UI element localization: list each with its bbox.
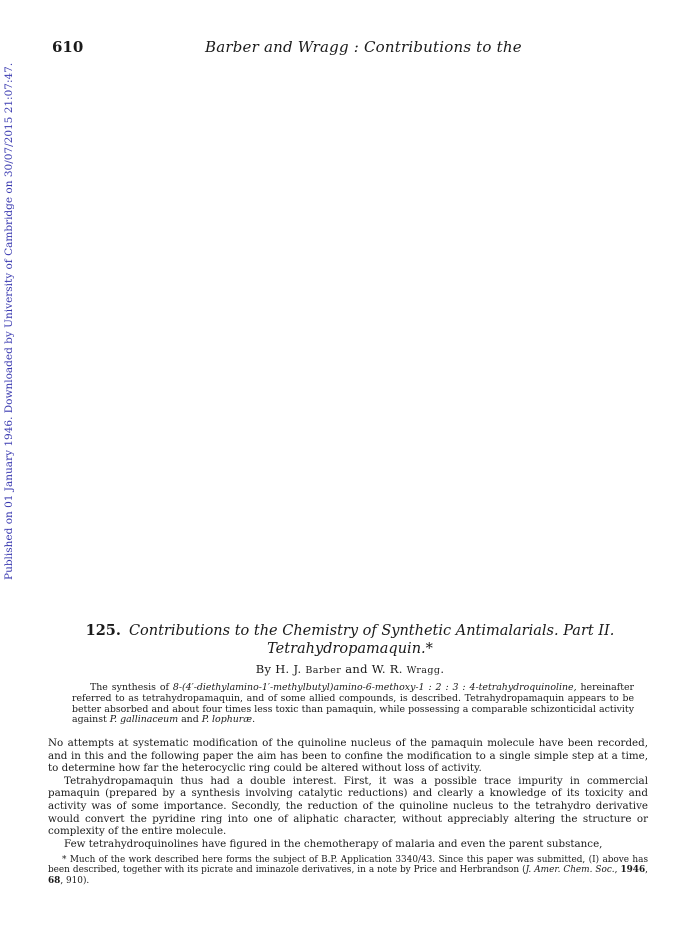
citation-year: 1946 [620,865,646,876]
footnote [48,855,648,886]
footnote-text: * Much of the work described here forms the subject of B.P. Application 3340/43. Since this paper was submitted, (I) above has been described, together with its picrate and iminazole derivatives, in a note by Price and Herbrandson ( [48,855,648,876]
abstract [72,683,634,726]
author-2-initials: W. R. [371,662,403,676]
by-label: By [255,662,272,676]
article-number: 125. [85,622,121,639]
footnote-text: , [614,865,621,876]
author-period: . [440,662,445,676]
paragraph: Few tetrahydroquinolines have figured in the chemotherapy of malaria and even the parent substance, [64,837,603,850]
species-name: P. gallinaceum [109,714,179,726]
author-2-surname: Wragg [406,665,441,676]
abstract-text: The synthesis of [90,682,173,693]
body-text [48,737,648,850]
compound-name: 8-(4′-diethylamino-1′-methylbutyl)amino-6-methoxy-1 : 2 : 3 : 4-tetrahydroquinoline, [172,682,577,693]
abstract-text: . [252,714,256,726]
author-1-surname: Barber [305,665,342,676]
running-title: Barber and Wragg : Contributions to the [205,38,522,56]
author-1-initials: H. J. [275,662,302,676]
and-label: and [345,662,368,676]
page-number: 610 [52,38,84,56]
article-title [40,622,660,658]
paragraph: Tetrahydropamaquin thus had a double interest. First, it was a possible trace impurity in commercial pamaquin (prepared by a synthesis involving catalytic reductions) and clearly a knowledge of its toxicity and activity was of some importance. Secondly, the reduction of the quinoline nucleus to the tetrahydro derivative would convert the pyridine ring into one of aliphatic character, without appreciably altering the structure or complexity of the entire molecule. [48,774,648,838]
abstract-text: hereinafter referred to as tetrahydropamaquin, and of some allied compounds, is described. Tetrahydropamaquin appears to be better absorbed and about four times less toxic than pamaquin, while possessing a comparable schizonticidal activity against [72,682,634,726]
footnote-text: , 910). [60,875,90,886]
paragraph: No attempts at systematic modification of the quinoline nucleus of the pamaquin molecule have been recorded, and in this and the following paper the aim has been to confine the modification to a single simple step at a time, to determine how far the heterocyclic ring could be altered without loss of activity. [48,737,648,775]
title-text: Contributions to the Chemistry of Synthetic Antimalarials. Part II. [128,623,615,639]
species-name: P. lophuræ [201,714,253,726]
abstract-text: and [178,714,202,726]
citation-volume: 68 [48,875,61,886]
title-line-2: Tetrahydropamaquin.* [267,641,433,657]
journal-name: J. Amer. Chem. Soc. [525,865,615,876]
footnote-text: , [645,865,648,876]
download-notice: Published on 01 January 1946. Downloaded by University of Cambridge on 30/07/2015 21:07:47. [3,62,15,580]
title-line-1 [40,622,660,640]
author-line [40,662,660,676]
